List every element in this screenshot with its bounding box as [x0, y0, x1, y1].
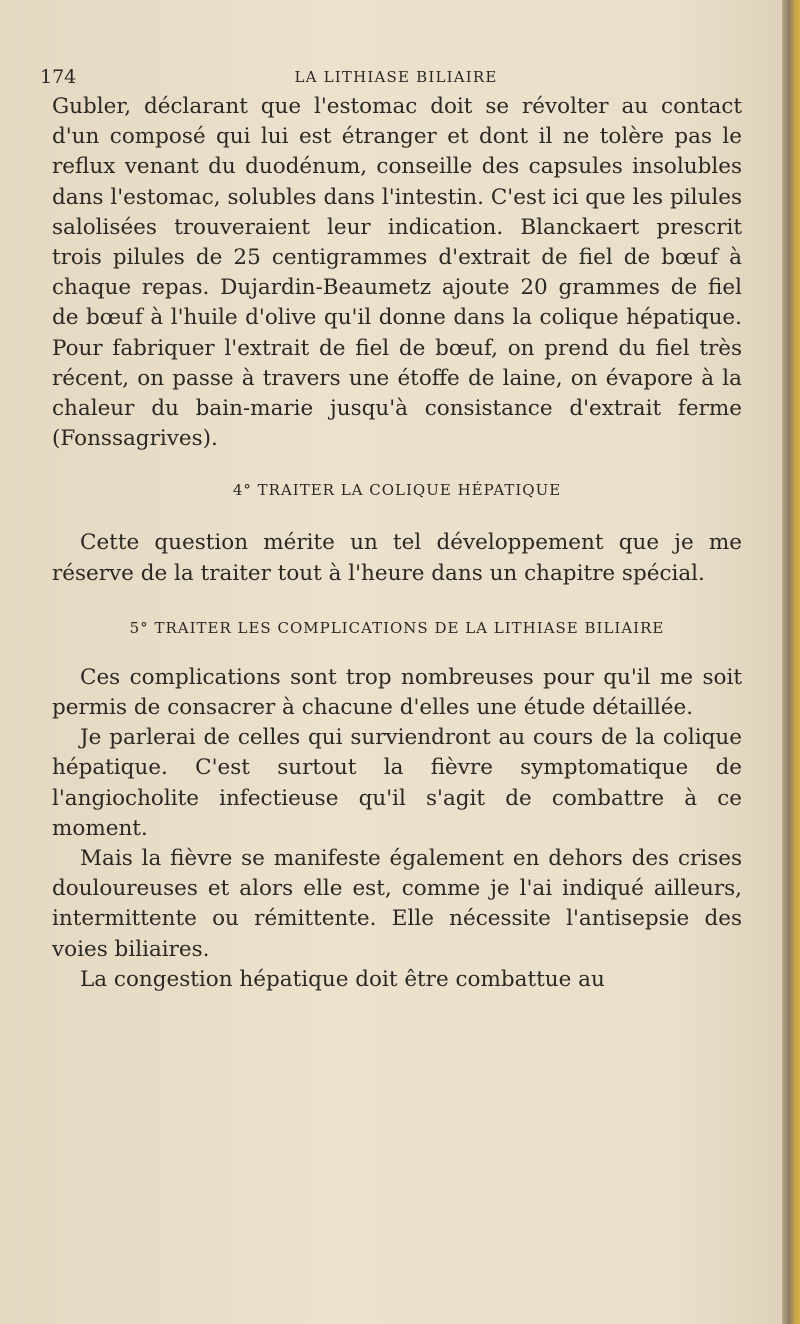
paragraph-colique: Je parlerai de celles qui surviendront au cours de la colique hépatique. C'est surtout la fièvre symptomatique de l'angiocholite infectieuse qu'il s'agit de combattre à ce moment. [52, 725, 742, 841]
paragraph-gubler: Gubler, déclarant que l'estomac doit se révolter au contact d'un composé qui lui est étranger et dont il ne tolère pas le reflux venant du duodénum, conseille des capsules insolubles dans l'estomac, solubles dans l'intestin. C'est ici que les pilules salolisées trouveraient leur indication. Blanckaert prescrit trois pilules de 25 centigrammes d'extrait de fiel de bœuf à chaque repas. Dujardin-Beaumetz ajoute 20 grammes de fiel de bœuf à l'huile d'olive qu'il donne dans la colique hépatique. Pour fabriquer l'extrait de fiel de bœuf, on prend du fiel très récent, on passe à travers une étoffe de laine, on évapore à la chaleur du bain-marie jusqu'à consistance d'extrait ferme (Fonssagrives). [52, 94, 742, 452]
section-heading-4: 4° TRAITER LA COLIQUE HÉPATIQUE [232, 481, 562, 500]
page-header [40, 66, 752, 88]
page-number: 174 [40, 66, 77, 88]
paragraph-fievre: Mais la fièvre se manifeste également en dehors des crises douloureuses et alors elle est, comme je l'ai indiqué ailleurs, intermittente ou rémittente. Elle nécessite l'antisepsie des voies biliaires. [52, 846, 742, 962]
running-head: LA LITHIASE BILIAIRE [294, 68, 498, 86]
body-text [52, 92, 742, 995]
paragraph-complications: Ces complications sont trop nombreuses pour qu'il me soit permis de consacrer à chacune d'elles une étude détaillée. [52, 664, 742, 721]
section-heading-5: 5° TRAITER LES COMPLICATIONS DE LA LITHIASE BILIAIRE [129, 618, 665, 637]
paragraph-question: Cette question mérite un tel développement que je me réserve de la traiter tout à l'heure dans un chapitre spécial. [52, 530, 742, 586]
paragraph-congestion: La congestion hépatique doit être combattue au [80, 966, 605, 992]
page-edge [782, 0, 800, 1324]
